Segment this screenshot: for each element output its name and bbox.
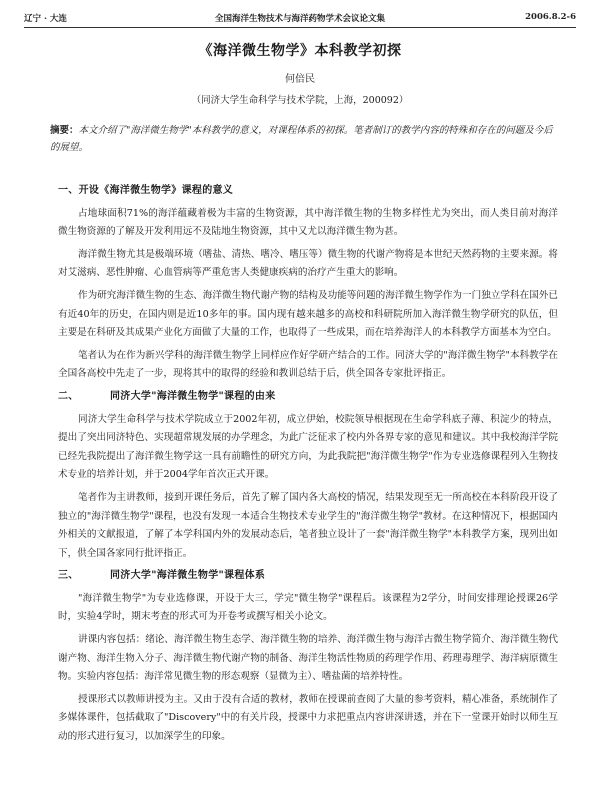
paragraph: 同济大学生命科学与技术学院成立于2002年初，成立伊始，校院领导根据现在生命学科底子薄、积淀少的特点，提出了突出同济特色、实现超常规发展的办学理念，为此广泛征求了校内外各界专家的意见和建议。其中我校海洋学院已经先我院提出了海洋微生物学这一具有前瞻性的研究方向，为此我院把"海洋微生物学"作为专业选修课程列入生物技术专业的培养计划，并于2004学年首次正式开课。	[58, 413, 558, 481]
section-number: 一、	[58, 185, 79, 196]
paper-affiliation: （同济大学生命科学与技术学院，上海，200092）	[191, 95, 409, 106]
section-heading	[58, 182, 558, 201]
paper-title: 《海洋微生物学》本科教学初探	[198, 43, 402, 59]
paragraph: 作为研究海洋微生物的生态、海洋微生物代谢产物的结构及功能等问题的海洋微生物学作为一门独立学科在国外已有近40年的历史，在国内则是近10多年的事。国内现有越来越多的高校和科研院所加入海洋微生物学研究的队伍，但主要是在科研及其成果产业化方面做了大量的工作，也取得了一些成果，而在培养海洋人的本科教学方面基本为空白。	[58, 289, 558, 339]
abstract	[50, 122, 560, 156]
paragraph: 笔者作为主讲教师，接到开课任务后，首先了解了国内各大高校的情况，结果发现至无一所高校在本科阶段开设了独立的"海洋微生物学"课程，也没有发现一本适合生物技术专业学生的"海洋微生物学"教材。在这种情况下，根据国内外相关的文献报道，了解了本学科国内外的发展动态后，笔者独立设计了一套"海洋微生物学"本科教学方案，现列出如下，供全国各家同行批评指正。	[58, 491, 558, 559]
abstract-text: 本文介绍了"海洋微生物学"本科教学的意义，对课程体系的初探。笔者制订的教学内容的特殊和存在的问题及今后的展望。	[50, 125, 553, 153]
section-title: 开设《海洋微生物学》课程的意义	[78, 185, 234, 196]
paper-author: 何倍民	[285, 74, 315, 85]
running-head	[24, 10, 576, 28]
paragraph: 授课形式以教师讲授为主。又由于没有合适的教材，教师在授课前查阅了大量的参考资料，精心准备，系统制作了多媒体课件，包括截取了"Discovery"中的有关片段，授课中力求把重点内容讲深讲透，并在下一堂课开始时以师生互动的形式进行复习，以加深学生的印象。	[58, 693, 558, 743]
paragraph: 海洋微生物尤其是极端环境（嗜盐、清热、嗜冷、嗜压等）微生物的代谢产物将是本世纪天然药物的主要来源。将对艾滋病、恶性肿瘤、心血管病等严重危害人类健康疾病的治疗产生重大的影响。	[58, 248, 558, 279]
header-location: 辽宁 · 大连	[24, 14, 67, 24]
section-title: 同济大学"海洋微生物学"课程的由来	[110, 390, 276, 402]
header-rule	[24, 27, 576, 28]
header-date: 2006.8.2-6	[525, 12, 576, 22]
section-title: 同济大学"海洋微生物学"课程体系	[110, 570, 266, 582]
paragraph: 占地球面积71%的海洋蕴藏着极为丰富的生物资源，其中海洋微生物的生物多样性尤为突出，而人类目前对海洋微生物资源的了解及开发利用远不及陆地生物资源，其中又尤以海洋微生物为甚。	[58, 207, 558, 238]
section-number: 二、	[58, 390, 79, 402]
section-heading	[58, 388, 558, 407]
paragraph: 讲课内容包括：绪论、海洋微生物生态学、海洋微生物的培养、海洋微生物与海洋古微生物学简介、海洋微生物代谢产物、海洋生物入分子、海洋微生物代谢产物的制备、海洋生物活性物质的药理学作用、药理毒理学、海洋病原微生物。实验内容包括：海洋常见微生物的形态观察（显微为主）、嗜盐菌的培养特性。	[58, 634, 558, 683]
section-number: 三、	[58, 570, 79, 582]
section-heading	[58, 567, 558, 586]
paragraph: 笔者认为在作为新兴学科的海洋微生物学上同样应作好学研产结合的工作。同济大学的"海洋微生物学"本科教学在全国各高校中先走了一步，现将其中的取得的经验和教训总结于后，供全国各专家批评指正。	[58, 349, 558, 380]
paper-body	[58, 176, 558, 751]
abstract-label: 摘要：	[50, 125, 79, 136]
paragraph: "海洋微生物学"为专业选修课，开设于大三，学完"微生物学"课程后。该课程为2学分，时间安排理论授课26学时，实验4学时，期末考查的形式可为开卷考或撰写相关小论文。	[58, 592, 558, 623]
header-proceedings-title: 全国海洋生物技术与海洋药物学术会议论文集	[214, 14, 385, 24]
